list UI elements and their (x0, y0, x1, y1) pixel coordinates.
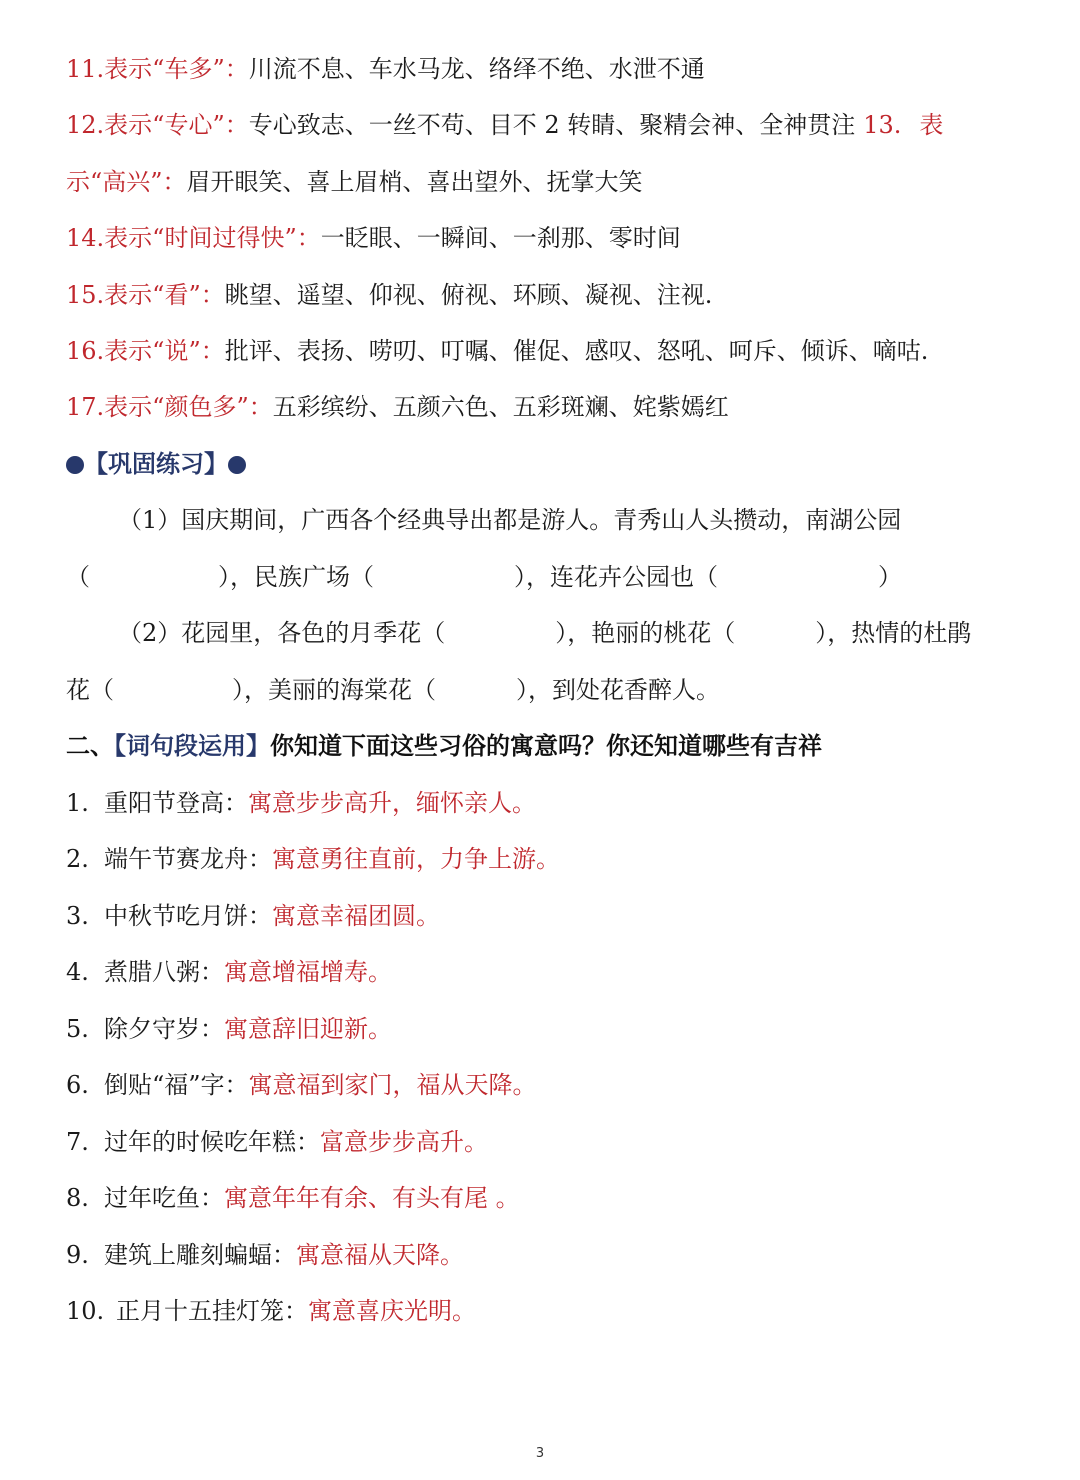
custom-item (66, 955, 1020, 989)
item-number: 10. (66, 1297, 105, 1325)
synonym-item (66, 390, 1020, 424)
custom-name: 建筑上雕刻蝙蝠： (104, 1241, 296, 1269)
blank-text: ），到处花香醉人。 (516, 676, 720, 704)
custom-name: 过年的时候吃年糕： (104, 1128, 320, 1156)
custom-meaning: 寓意年年有余、有头有尾 。 (224, 1184, 520, 1212)
custom-meaning: 寓意福到家门，福从天降。 (248, 1071, 537, 1099)
synonym-item (66, 108, 1020, 142)
synonym-item (66, 52, 1020, 86)
section-question: 你知道下面这些习俗的寓意吗？你还知道哪些有吉祥 (270, 731, 822, 760)
custom-item (66, 1238, 1020, 1272)
section-number: 二、 (66, 731, 114, 760)
synonym-item (66, 334, 1020, 368)
blank-text: ），热情的杜鹃 (815, 619, 972, 647)
item-number: 16. (66, 337, 105, 365)
custom-meaning: 寓意辞旧迎新。 (224, 1015, 392, 1043)
item-words: 眺望、遥望、仰视、俯视、环顾、凝视、注视. (224, 281, 713, 309)
custom-item (66, 1125, 1020, 1159)
item-number: 6. (66, 1071, 89, 1099)
item-words: 川流不息、车水马龙、络绎不绝、水泄不通 (248, 55, 705, 83)
practice-q2-line2 (66, 673, 1020, 707)
custom-item (66, 1068, 1020, 1102)
item-words: 专心致志、一丝不苟、目不 2 转睛、聚精会神、全神贯注 (248, 111, 856, 139)
item-number: 12. (66, 111, 105, 139)
blank-text: 花（ (66, 676, 114, 704)
practice-q1-line1: （1）国庆期间，广西各个经典导出都是游人。青秀山人头攒动，南湖公园 (118, 506, 902, 534)
item-number: 14. (66, 224, 105, 252)
practice-q2-line1 (118, 616, 1020, 650)
synonym-item (66, 221, 1020, 255)
item-number: 9. (66, 1241, 89, 1269)
item-number: 7. (66, 1128, 89, 1156)
section-tag: 【词句段运用】 (114, 731, 270, 760)
blank-text: ），民族广场（ (218, 563, 374, 591)
custom-name: 中秋节吃月饼： (104, 902, 272, 930)
item-label: 表 (919, 111, 944, 139)
blank-text: （2）花园里，各色的月季花（ (118, 619, 446, 647)
item-label: 表示“专心”： (104, 111, 249, 139)
custom-meaning: 寓意幸福团圆。 (272, 902, 440, 930)
custom-name: 过年吃鱼： (104, 1184, 224, 1212)
item-number: 1. (66, 789, 89, 817)
custom-name: 重阳节登高： (104, 789, 248, 817)
item-label: 表示“看”： (104, 281, 225, 309)
blank-close: ） (878, 563, 902, 591)
custom-name: 除夕守岁： (104, 1015, 224, 1043)
custom-meaning: 寓意勇往直前，力争上游。 (272, 845, 560, 873)
synonym-item (66, 165, 1020, 199)
practice-heading (66, 447, 1020, 481)
custom-item (66, 786, 1020, 820)
item-words: 批评、表扬、唠叨、叮嘱、催促、感叹、怒吼、呵斥、倾诉、嘀咕. (224, 337, 929, 365)
item-number: 3. (66, 902, 89, 930)
custom-meaning: 富意步步高升。 (320, 1128, 488, 1156)
custom-name: 煮腊八粥： (104, 958, 224, 986)
item-label: 表示“时间过得快”： (104, 224, 321, 252)
page-number: 3 (535, 1446, 545, 1461)
custom-meaning: 寓意喜庆光明。 (308, 1297, 476, 1325)
custom-name: 倒贴“福”字： (104, 1071, 249, 1099)
item-number: 15. (66, 281, 105, 309)
practice-title: 【巩固练习】 (84, 449, 228, 478)
custom-item (66, 842, 1020, 876)
item-number: 8. (66, 1184, 89, 1212)
section-heading (66, 729, 1020, 763)
custom-item (66, 1294, 1020, 1328)
practice-q1-line2 (66, 560, 1020, 594)
item-label: 表示“说”： (104, 337, 225, 365)
item-number: 2. (66, 845, 89, 873)
custom-item (66, 1181, 1020, 1215)
item-label: 表示“颜色多”： (104, 393, 273, 421)
item-number: 5. (66, 1015, 89, 1043)
blank-text: ），艳丽的桃花（ (555, 619, 736, 647)
custom-meaning: 寓意福从天降。 (296, 1241, 464, 1269)
synonym-item (66, 278, 1020, 312)
blank-open: （ (66, 563, 90, 591)
item-label: 表示“车多”： (104, 55, 249, 83)
custom-name: 正月十五挂灯笼： (116, 1297, 308, 1325)
custom-item (66, 1012, 1020, 1046)
item-label: 示“高兴”： (66, 168, 187, 196)
custom-meaning: 寓意步步高升，缅怀亲人。 (248, 789, 536, 817)
item-words: 眉开眼笑、喜上眉梢、喜出望外、抚掌大笑 (186, 168, 643, 196)
item-number: 4. (66, 958, 89, 986)
custom-name: 端午节赛龙舟： (104, 845, 272, 873)
item-number: 17. (66, 393, 105, 421)
blank-text: ），美丽的海棠花（ (232, 676, 436, 704)
bullet-dot-icon (66, 456, 84, 474)
blank-text: ），连花卉公园也（ (514, 563, 718, 591)
item-words: 一眨眼、一瞬间、一刹那、零时间 (320, 224, 681, 252)
item-words: 五彩缤纷、五颜六色、五彩斑斓、姹紫嫣红 (272, 393, 729, 421)
item-number: 11. (66, 55, 105, 83)
item-number: 13. (863, 111, 902, 139)
bullet-dot-icon (228, 456, 246, 474)
custom-meaning: 寓意增福增寿。 (224, 958, 392, 986)
custom-item (66, 899, 1020, 933)
